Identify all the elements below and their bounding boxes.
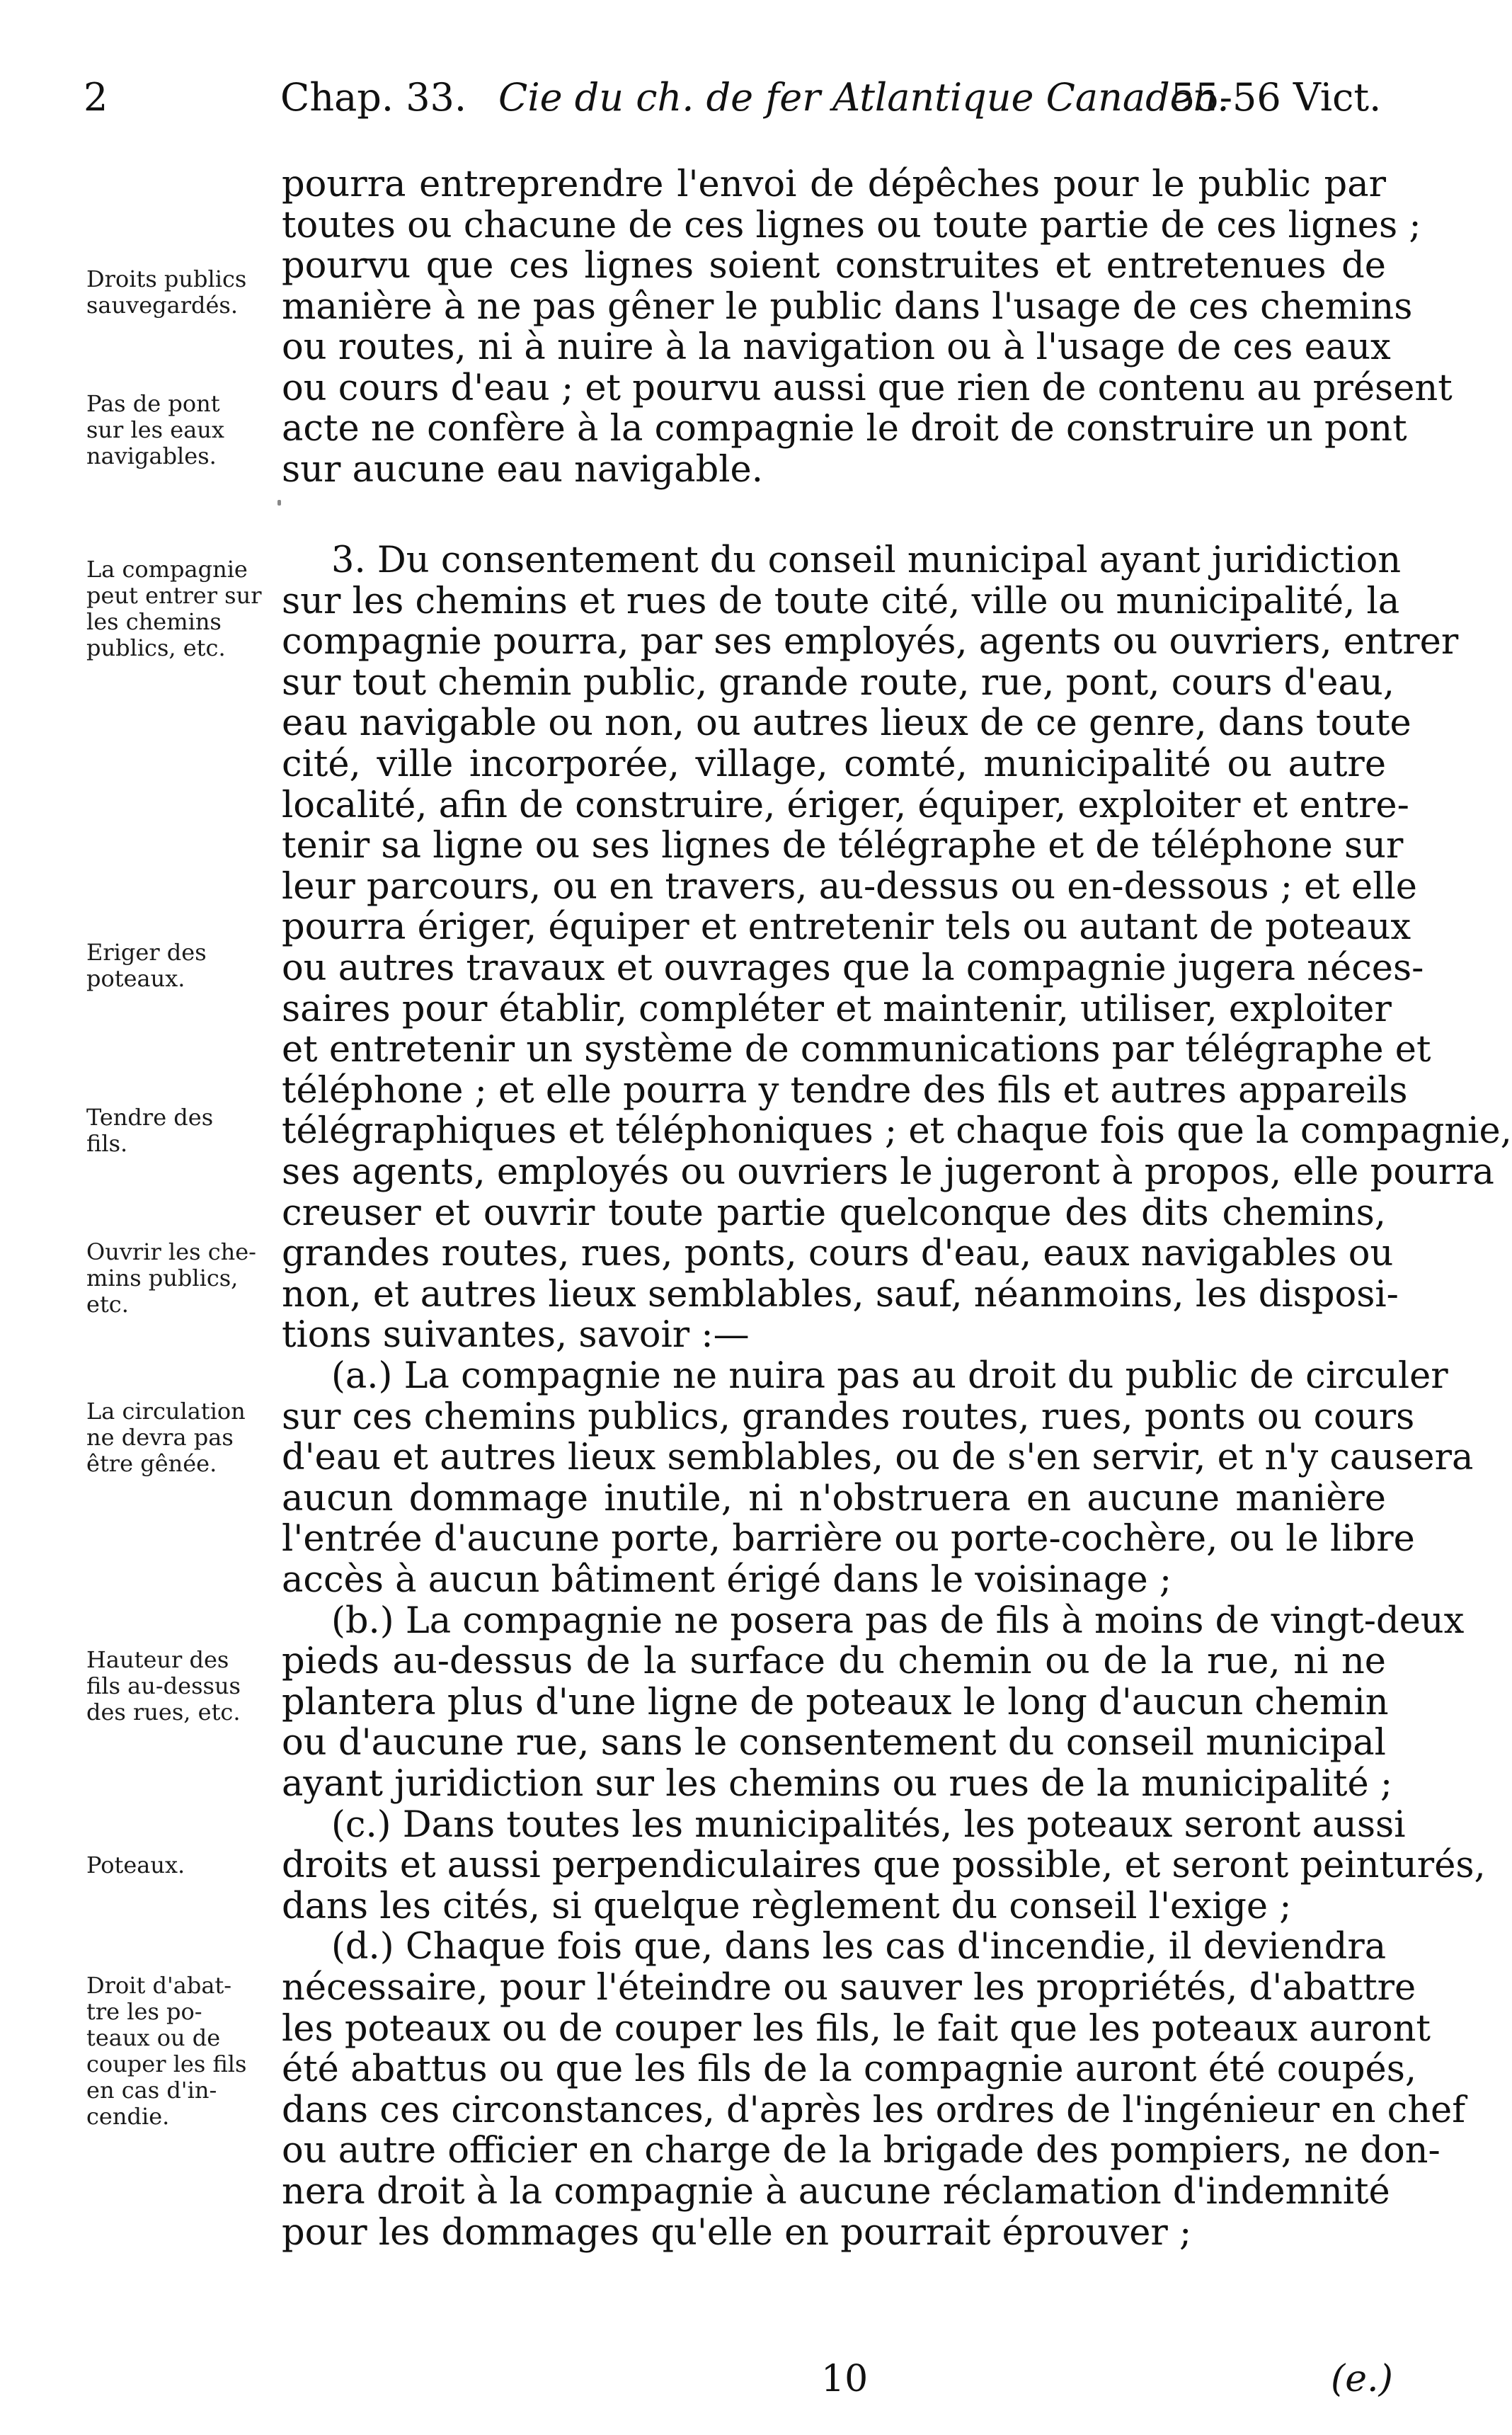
text-line: pourra ériger, équiper et entretenir tels ou autant de poteaux bbox=[282, 906, 1411, 949]
margin-note-line: peut entrer sur bbox=[86, 582, 262, 609]
chapter-label: Chap. 33. bbox=[280, 75, 467, 120]
text-line: toutes ou chacune de ces lignes ou toute partie de ces lignes ; bbox=[282, 204, 1421, 246]
text-line: (b.) La compagnie ne posera pas de fils à moins de vingt-deux bbox=[331, 1599, 1465, 1642]
text-line: saires pour établir, compléter et maintenir, utiliser, exploiter bbox=[282, 988, 1392, 1030]
margin-note bbox=[86, 1647, 281, 1726]
margin-note-line: Hauteur des bbox=[86, 1646, 229, 1673]
text-line: ses agents, employés ou ouvriers le jugeront à propos, elle pourra bbox=[282, 1151, 1494, 1193]
margin-note bbox=[86, 940, 281, 992]
margin-note-line: couper les fils bbox=[86, 2051, 247, 2077]
margin-note bbox=[86, 1852, 281, 1878]
text-line: ou autre officier en charge de la brigade des pompiers, ne don- bbox=[282, 2130, 1441, 2172]
page-number: 2 bbox=[84, 75, 108, 120]
text-line: ou d'aucune rue, sans le consentement du conseil municipal bbox=[282, 1722, 1386, 1764]
text-line: leur parcours, ou en travers, au-dessus ou en-dessous ; et elle bbox=[282, 865, 1417, 908]
text-line: creuser et ouvrir toute partie quelconque des dits chemins, bbox=[282, 1192, 1386, 1234]
text-line: pourvu que ces lignes soient construites et entretenues de bbox=[282, 245, 1386, 287]
margin-note-line: publics, etc. bbox=[86, 634, 226, 661]
margin-note-line: etc. bbox=[86, 1291, 129, 1318]
text-line: ou routes, ni à nuire à la navigation ou à l'usage de ces eaux bbox=[282, 326, 1391, 368]
margin-note-line: Ouvrir les che- bbox=[86, 1238, 256, 1265]
margin-note bbox=[86, 557, 281, 661]
text-line: pourra entreprendre l'envoi de dépêches pour le public par bbox=[282, 164, 1386, 205]
text-line: nera droit à la compagnie à aucune réclamation d'indemnité bbox=[282, 2171, 1390, 2213]
text-line: été abattus ou que les fils de la compagnie auront été coupés, bbox=[282, 2048, 1417, 2091]
text-line: 3. Du consentement du conseil municipal ayant juridiction bbox=[331, 540, 1402, 581]
margin-note-line: La circulation bbox=[86, 1398, 246, 1425]
text-line: sur tout chemin public, grande route, rue, pont, cours d'eau, bbox=[282, 661, 1394, 704]
margin-note-line: La compagnie bbox=[86, 556, 248, 583]
text-line: ayant juridiction sur les chemins ou rues de la municipalité ; bbox=[282, 1763, 1393, 1805]
text-line: tenir sa ligne ou ses lignes de télégraphe et de téléphone sur bbox=[282, 825, 1404, 867]
margin-note-line: être gênée. bbox=[86, 1450, 217, 1477]
text-line: (a.) La compagnie ne nuira pas au droit du public de circuler bbox=[331, 1355, 1448, 1397]
margin-note-line: Eriger des bbox=[86, 939, 207, 966]
text-line: aucun dommage inutile, ni n'obstruera en aucune manière bbox=[282, 1477, 1386, 1519]
margin-note-line: Poteaux. bbox=[86, 1852, 185, 1878]
margin-note bbox=[86, 1105, 281, 1157]
text-line: accès à aucun bâtiment érigé dans le voisinage ; bbox=[282, 1559, 1172, 1601]
text-line: (d.) Chaque fois que, dans les cas d'incendie, il deviendra bbox=[331, 1926, 1387, 1968]
margin-note bbox=[86, 266, 281, 319]
margin-note-line: Pas de pont bbox=[86, 390, 220, 417]
text-line: l'entrée d'aucune porte, barrière ou porte-cochère, ou le libre bbox=[282, 1518, 1415, 1561]
margin-note-line: Tendre des bbox=[86, 1104, 214, 1131]
margin-note-line: mins publics, bbox=[86, 1265, 239, 1291]
margin-note-line: navigables. bbox=[86, 443, 217, 469]
margin-note-line: poteaux. bbox=[86, 965, 185, 992]
text-line: et entretenir un système de communications par télégraphe et bbox=[282, 1029, 1431, 1071]
text-line: ou cours d'eau ; et pourvu aussi que rien de contenu au présent bbox=[282, 367, 1453, 409]
text-line: téléphone ; et elle pourra y tendre des fils et autres appareils bbox=[282, 1069, 1408, 1112]
margin-note-line: ne devra pas bbox=[86, 1424, 234, 1451]
text-line: les poteaux ou de couper les fils, le fait que les poteaux auront bbox=[282, 2007, 1431, 2050]
margin-note-line: Droits publics bbox=[86, 266, 247, 292]
margin-note-line: sauvegardés. bbox=[86, 292, 238, 319]
section-separator bbox=[277, 500, 281, 506]
margin-note-line: fils au-dessus bbox=[86, 1672, 241, 1699]
text-line: sur ces chemins publics, grandes routes, rues, ponts ou cours bbox=[282, 1396, 1415, 1438]
text-line: télégraphiques et téléphoniques ; et chaque fois que la compagnie, bbox=[282, 1110, 1512, 1153]
text-line: pour les dommages qu'elle en pourrait éprouver ; bbox=[282, 2211, 1192, 2254]
margin-note-line: Droit d'abat- bbox=[86, 1972, 232, 1999]
margin-note-line: teaux ou de bbox=[86, 2024, 221, 2051]
margin-note-line: fils. bbox=[86, 1130, 128, 1157]
text-line: d'eau et autres lieux semblables, ou de s'en servir, et n'y causera bbox=[282, 1437, 1474, 1479]
margin-note-line: tre les po- bbox=[86, 1998, 202, 2025]
text-line: sur les chemins et rues de toute cité, ville ou municipalité, la bbox=[282, 580, 1400, 622]
text-line: dans ces circonstances, d'après les ordres de l'ingénieur en chef bbox=[282, 2089, 1466, 2131]
text-line: compagnie pourra, par ses employés, agents ou ouvriers, entrer bbox=[282, 621, 1459, 663]
margin-note bbox=[86, 1239, 281, 1318]
running-title: Cie du ch. de fer Atlantique Canaden. bbox=[498, 75, 1230, 120]
text-line: pieds au-dessus de la surface du chemin ou de la rue, ni ne bbox=[282, 1641, 1386, 1683]
text-line: nécessaire, pour l'éteindre ou sauver les propriétés, d'abattre bbox=[282, 1967, 1416, 2009]
margin-note bbox=[86, 1973, 281, 2130]
text-line: localité, afin de construire, ériger, équiper, exploiter et entre- bbox=[282, 784, 1409, 826]
text-line: tions suivantes, savoir :— bbox=[282, 1314, 750, 1357]
text-line: eau navigable ou non, ou autres lieux de ce genre, dans toute bbox=[282, 702, 1411, 745]
text-line: droits et aussi perpendiculaires que possible, et seront peinturés, bbox=[282, 1844, 1486, 1887]
margin-note bbox=[86, 1398, 281, 1477]
text-line: plantera plus d'une ligne de poteaux le long d'aucun chemin bbox=[282, 1681, 1389, 1723]
text-line: cité, ville incorporée, village, comté, municipalité ou autre bbox=[282, 743, 1386, 785]
margin-note bbox=[86, 391, 281, 469]
margin-note-line: en cas d'in- bbox=[86, 2077, 217, 2104]
text-line: grandes routes, rues, ponts, cours d'eau, eaux navigables ou bbox=[282, 1233, 1394, 1275]
text-line: sur aucune eau navigable. bbox=[282, 448, 763, 491]
signature-mark: 10 bbox=[821, 2358, 869, 2400]
text-line: acte ne confère à la compagnie le droit de construire un pont bbox=[282, 408, 1407, 450]
margin-note-line: sur les eaux bbox=[86, 416, 224, 443]
catchword: (e.) bbox=[1331, 2358, 1393, 2400]
regnal-year: 55-56 Vict. bbox=[1171, 75, 1382, 120]
text-line: ou autres travaux et ouvrages que la compagnie jugera néces- bbox=[282, 947, 1424, 989]
text-line: manière à ne pas gêner le public dans l'usage de ces chemins bbox=[282, 285, 1413, 328]
margin-note-line: cendie. bbox=[86, 2103, 170, 2130]
text-line: non, et autres lieux semblables, sauf, néanmoins, les disposi- bbox=[282, 1273, 1399, 1316]
margin-note-line: des rues, etc. bbox=[86, 1699, 241, 1726]
margin-note-line: les chemins bbox=[86, 608, 222, 635]
text-line: dans les cités, si quelque règlement du conseil l'exige ; bbox=[282, 1885, 1292, 1927]
text-line: (c.) Dans toutes les municipalités, les poteaux seront aussi bbox=[331, 1803, 1406, 1846]
